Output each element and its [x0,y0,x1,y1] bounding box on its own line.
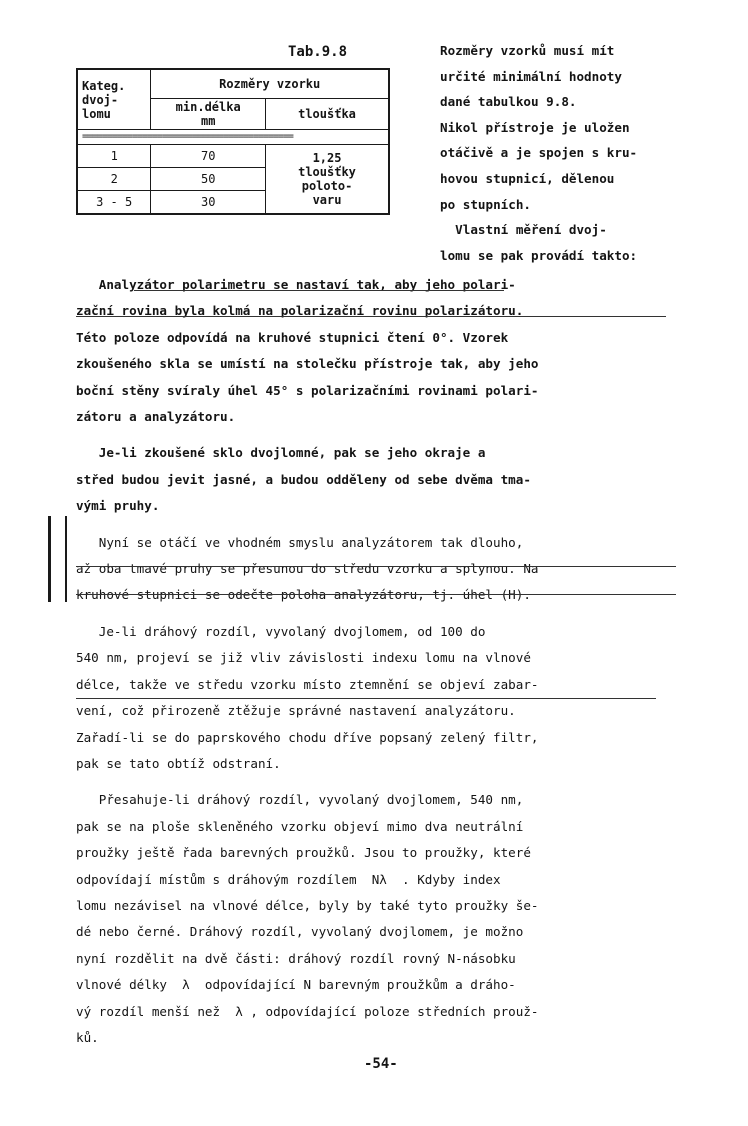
handwritten-underline [134,290,504,291]
paragraph-2 [76,440,706,519]
header-thickness: tloušťka [266,99,389,130]
text-line: Této poloze odpovídá na kruhové stupnici čtení 0°. Vzorek [76,329,509,345]
text-line: pak se na ploše skleněného vzorku objeví mimo dva neutrální [76,818,524,834]
text-line: lomu se pak provádí takto: [440,247,638,263]
cell-length: 70 [151,145,266,168]
paragraph-5 [76,787,706,1051]
text-line: nyní rozdělit na dvě části: dráhový rozdíl rovný N-násobku [76,950,516,966]
thickness-line: tloušťky [298,165,356,179]
text-line: Nyní se otáčí ve vhodném smyslu analyzátorem tak dlouho, [76,534,524,550]
header-min-length-unit: mm [200,114,216,128]
text-line: 540 nm, projeví se již vliv závislosti indexu lomu na vlnové [76,650,531,666]
text-line: otáčivě a je spojen s kru- [440,145,638,161]
thickness-line: 1,25 [312,151,342,165]
body-text [76,272,706,1051]
handwritten-underline [76,594,676,595]
text-line: vými pruhy. [76,498,160,514]
handwritten-underline [76,566,676,567]
text-line: dané tabulkou 9.8. [440,94,577,110]
text-line: Analyzátor polarimetru se nastaví tak, aby jeho polari- [76,277,516,292]
text-line: Vlastní měření dvoj- [440,222,607,238]
thickness-line: poloto- [301,179,353,193]
header-dimensions: Rozměry vzorku [151,69,389,99]
text-line: Je-li zkoušené sklo dvojlomné, pak se jeho okraje a [76,445,486,461]
cell-category: 1 [77,145,151,168]
text-line: vý rozdíl menší než λ , odpovídající poloze středních prouž- [76,1003,539,1019]
text-line: Nikol přístroje je uložen [440,119,630,135]
header-min-length [151,99,266,130]
text-line: kruhové stupnici se odečte poloha analyzátoru, tj. úhel (H). [76,587,531,603]
paragraph-1 [76,272,706,430]
cell-category: 2 [77,168,151,191]
cell-category: 3 - 5 [77,191,151,215]
text-line: odpovídají místům s dráhovým rozdílem Nλ . Kdyby index [76,871,501,887]
header-min-length-label: min.délka [175,100,241,114]
table-caption: Tab.9.8 [288,44,348,60]
text-line: vení, což přirozeně ztěžuje správné nastavení analyzátoru. [76,703,516,719]
text-line: proužky ještě řada barevných proužků. Jsou to proužky, které [76,845,531,861]
cell-thickness [266,145,389,215]
text-line: zkoušeného skla se umístí na stolečku přístroje tak, aby jeho [76,356,539,372]
header-category-line: Kateg. [82,78,126,93]
text-line: pak se tato obtíž odstraní. [76,755,281,771]
table-separator: ========================================== [77,130,389,145]
text-line: hovou stupnicí, dělenou [440,170,615,186]
text-line: zační rovina byla kolmá na polarizační rovinu polarizátoru. [76,303,524,319]
header-category [77,69,151,130]
page-number: -54- [364,1056,398,1072]
text-line: po stupních. [440,196,531,212]
margin-bracket-mark [48,516,67,602]
text-line: boční stěny svíraly úhel 45° s polarizačními rovinami polari- [76,382,539,398]
text-line: dé nebo černé. Dráhový rozdíl, vyvolaný dvojlomem, je možno [76,924,524,940]
header-category-line: dvoj- [82,92,119,107]
text-line: ků. [76,1029,99,1045]
text-line: Rozměry vzorků musí mít [440,43,615,58]
text-line: zátoru a analyzátoru. [76,409,236,425]
text-line: Je-li dráhový rozdíl, vyvolaný dvojlomem, od 100 do [76,623,486,639]
paragraph-3 [76,530,706,609]
text-line: Zařadí-li se do paprskového chodu dříve popsaný zelený filtr, [76,729,539,745]
side-paragraph [440,38,720,268]
cell-length: 30 [151,191,266,215]
text-line: Přesahuje-li dráhový rozdíl, vyvolaný dvojlomem, 540 nm, [76,792,524,808]
cell-length: 50 [151,168,266,191]
text-line: vlnové délky λ odpovídající N barevným proužkům a dráho- [76,977,516,993]
thickness-line: varu [312,193,342,207]
text-line: lomu nezávisel na vlnové délce, byly by také tyto proužky še- [76,897,539,913]
text-line: až oba tmavé pruhy se přesunou do středu vzorku a splynou. Na [76,561,539,577]
specimen-dimensions-table [76,68,390,215]
handwritten-underline [76,316,666,317]
text-line: střed budou jevit jasné, a budou odděleny od sebe dvěma tma- [76,471,531,487]
text-line: určité minimální hodnoty [440,68,622,84]
text-line: délce, takže ve středu vzorku místo ztemnění se objeví zabar- [76,676,539,692]
handwritten-underline [76,698,656,699]
header-category-line: lomu [82,106,111,121]
